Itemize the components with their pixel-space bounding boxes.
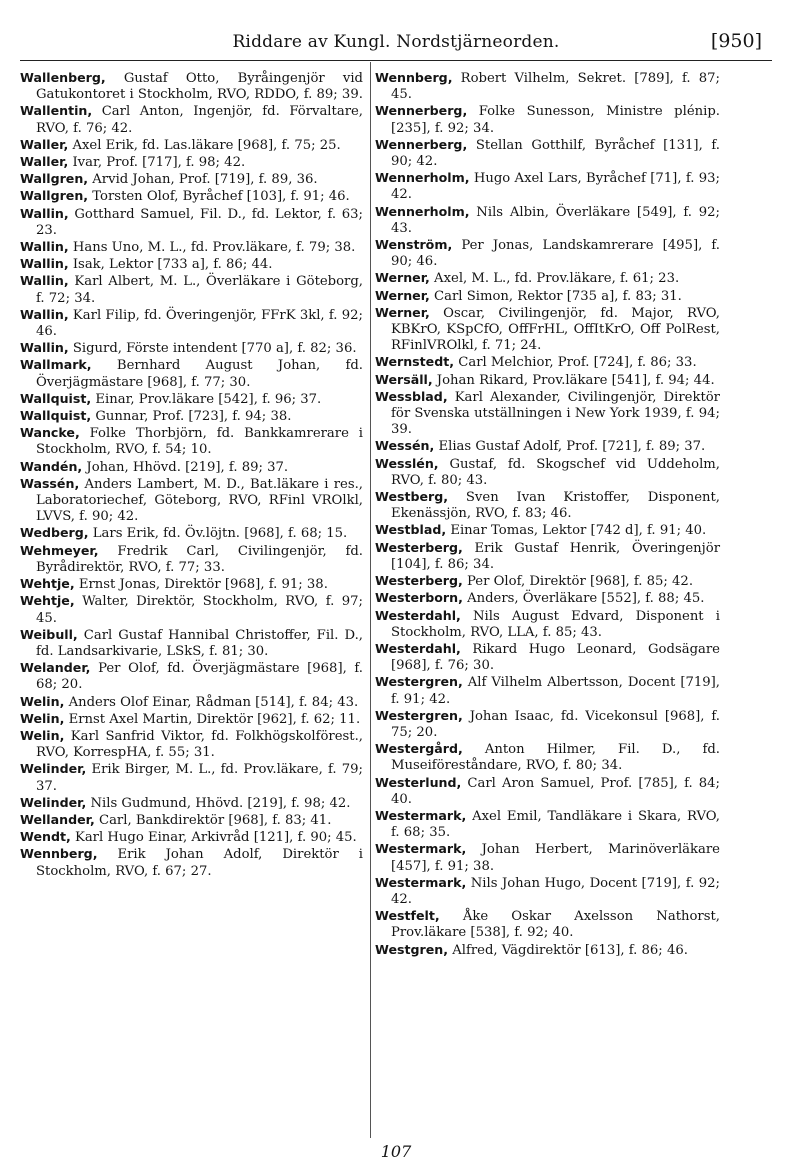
entry (375, 608, 720, 641)
entry (375, 573, 720, 590)
entry-name: Wallenberg, (20, 70, 106, 85)
entry-name: Waller, (20, 136, 69, 152)
page-reference: [950] (710, 30, 762, 52)
entry (20, 593, 363, 626)
entry-name: Wallin, (20, 205, 69, 221)
entry-details: Karl Alexander, Civilingenjör, Direktör för Svenska utställningen i New York 1939, f. 94; 39. (391, 389, 720, 438)
entry-name: Welinder, (20, 761, 87, 777)
running-title: Riddare av Kungl. Nordstjärneorden. (232, 32, 560, 52)
right-column (375, 70, 720, 959)
entry-details: Hugo Axel Lars, Byråchef [71], f. 93; 42. (391, 171, 720, 203)
entry (375, 489, 720, 522)
entry (20, 307, 363, 340)
entry (20, 137, 363, 154)
entry (375, 137, 720, 170)
entry-name: Westberg, (375, 489, 449, 505)
entry (375, 237, 720, 270)
entry-details: Sigurd, Förste intendent [770 a], f. 82; 36. (68, 341, 357, 357)
entry-name: Wehtje, (20, 593, 75, 609)
entry-details: Einar, Prov.läkare [542], f. 96; 37. (91, 391, 322, 407)
entry (20, 273, 363, 306)
entry (375, 522, 720, 539)
entry-details: Carl, Bankdirektör [968], f. 83; 41. (94, 812, 332, 828)
entry (20, 408, 363, 425)
entry-details: Erik Birger, M. L., fd. Prov.läkare, f. 79; 37. (36, 762, 363, 794)
entry-name: Westergård, (375, 741, 463, 757)
entry (20, 103, 363, 136)
entry-name: Werner, (375, 287, 430, 303)
entry-name: Wandén, (20, 458, 83, 474)
entry-name: Welinder, (20, 794, 87, 810)
entry-details: Åke Oskar Axelsson Nathorst, Prov.läkare [538], f. 92; 40. (391, 909, 720, 941)
entry-details: Anton Hilmer, Fil. D., fd. Museiföreståndare, RVO, f. 80; 34. (391, 742, 720, 774)
entry-details: Torsten Olof, Byråchef [103], f. 91; 46. (88, 189, 350, 205)
entry-details: Axel Emil, Tandläkare i Skara, RVO, f. 68; 35. (391, 808, 720, 841)
entry-details: Karl Albert, M. L., Överläkare i Göteborg, f. 72; 34. (36, 274, 363, 306)
entry (375, 389, 720, 439)
entry (20, 829, 363, 846)
entry-details: Karl Filip, fd. Överingenjör, FFrK 3kl, f. 92; 46. (36, 307, 363, 340)
entry (375, 540, 720, 573)
entry (375, 354, 720, 371)
entry-details: Nils Albin, Överläkare [549], f. 92; 43. (391, 204, 720, 236)
entry (20, 256, 363, 273)
entry-name: Westerberg, (375, 573, 463, 589)
entry-name: Westermark, (375, 841, 467, 857)
entry-details: Nils Gudmund, Hhövd. [219], f. 98; 42. (86, 795, 351, 811)
entry-name: Wallin, (20, 239, 69, 255)
entry-details: Per Jonas, Landskamrerare [495], f. 90; 46. (391, 238, 720, 270)
entry (375, 908, 720, 941)
entry-name: Wassén, (20, 475, 80, 491)
entry-name: Wernstedt, (375, 354, 455, 370)
entry (20, 425, 363, 458)
entry-name: Wennberg, (20, 846, 98, 862)
entry-name: Welander, (20, 660, 91, 676)
entry-name: Wennberg, (375, 70, 453, 85)
entry (20, 525, 363, 542)
entry-details: Karl Hugo Einar, Arkivråd [121], f. 90; 45. (70, 830, 357, 846)
entry-details: Per Olof, fd. Överjägmästare [968], f. 68; 20. (36, 661, 363, 693)
entry (20, 171, 363, 188)
entry (375, 103, 720, 136)
entry-details: Ernst Jonas, Direktör [968], f. 91; 38. (74, 577, 328, 593)
entry-name: Wancke, (20, 425, 80, 441)
left-column (20, 70, 363, 880)
entry-details: Per Olof, Direktör [968], f. 85; 42. (462, 574, 694, 590)
entry-name: Westerborn, (375, 590, 463, 606)
page-number: 107 (380, 1142, 412, 1161)
entry-details: Johan, Hhövd. [219], f. 89; 37. (82, 459, 289, 475)
entry-details: Bernhard August Johan, fd. Överjägmästare [968], f. 77; 30. (36, 358, 363, 390)
entry (375, 170, 720, 203)
column-divider (370, 62, 371, 1138)
entry-details: Alf Vilhelm Albertsson, Docent [719], f. 91; 42. (391, 675, 720, 707)
entry-details: Anders Olof Einar, Rådman [514], f. 84; 43. (64, 694, 359, 710)
entry-name: Wallgren, (20, 188, 89, 204)
header-rule (20, 60, 772, 61)
entry-name: Westermark, (375, 874, 467, 890)
entry (375, 875, 720, 908)
entry (375, 305, 720, 355)
entry (375, 674, 720, 707)
entry (375, 708, 720, 741)
entry (20, 459, 363, 476)
entry-name: Westgren, (375, 941, 449, 957)
entry-details: Oscar, Civilingenjör, fd. Major, RVO, KBKrO, KSpCfO, OffFrHL, OffItKrO, Off PolRest, RFinlVROlkl, f. 71; 24. (391, 305, 720, 354)
entry-details: Alfred, Vägdirektör [613], f. 86; 46. (448, 942, 688, 958)
entry (375, 288, 720, 305)
entry (375, 590, 720, 607)
entry (20, 340, 363, 357)
entry-name: Wallgren, (20, 171, 89, 187)
entry-name: Wehmeyer, (20, 542, 99, 558)
entry (375, 70, 720, 103)
entry (20, 154, 363, 171)
entry-name: Westermark, (375, 807, 467, 823)
entry (375, 270, 720, 287)
entry-name: Waller, (20, 154, 69, 170)
entry (20, 761, 363, 794)
entry-details: Fredrik Carl, Civilingenjör, fd. Byrådirektör, RVO, f. 77; 33. (36, 543, 363, 575)
entry-details: Sven Ivan Kristoffer, Disponent, Ekenässjön, RVO, f. 83; 46. (391, 490, 720, 522)
entry-name: Wesslén, (375, 455, 439, 471)
entry-name: Wersäll, (375, 371, 433, 387)
entry (20, 188, 363, 205)
page-header (20, 30, 772, 60)
entry-details: Axel, M. L., fd. Prov.läkare, f. 61; 23. (429, 271, 680, 287)
entry-details: Axel Erik, fd. Las.läkare [968], f. 75; 25. (68, 137, 341, 153)
entry-details: Isak, Lektor [733 a], f. 86; 44. (68, 257, 273, 273)
entry-name: Welin, (20, 727, 65, 743)
entry-details: Folke Thorbjörn, fd. Bankkamrerare i Stockholm, RVO, f. 54; 10. (36, 426, 363, 458)
entry (375, 775, 720, 808)
entry (375, 808, 720, 841)
entry-details: Carl Simon, Rektor [735 a], f. 83; 31. (429, 288, 682, 304)
entry (20, 694, 363, 711)
entry (20, 660, 363, 693)
entry-name: Wennerholm, (375, 170, 470, 186)
entry-details: Erik Gustaf Henrik, Överingenjör [104], f. 86; 34. (391, 540, 720, 572)
entry-name: Weibull, (20, 626, 78, 642)
entry (20, 627, 363, 660)
entry-details: Anders Lambert, M. D., Bat.läkare i res., Laboratoriechef, Göteborg, RVO, RFinl VROlkl, LVVS, f. 90; 42. (36, 476, 363, 525)
entry (375, 204, 720, 237)
entry-details: Carl Melchior, Prof. [724], f. 86; 33. (454, 355, 697, 371)
entry-details: Nils Johan Hugo, Docent [719], f. 92; 42. (391, 875, 720, 907)
entry-name: Werner, (375, 304, 430, 320)
entry-details: Johan Isaac, fd. Vicekonsul [968], f. 75; 20. (391, 708, 720, 740)
entry-name: Westblad, (375, 522, 447, 538)
entry-name: Wallmark, (20, 357, 92, 373)
entry-name: Welin, (20, 710, 65, 726)
entry-name: Wallin, (20, 273, 69, 289)
entry (20, 543, 363, 576)
entry-details: Karl Sanfrid Viktor, fd. Folkhögskolförest., RVO, KorrespHA, f. 55; 31. (36, 728, 363, 761)
entry-details: Nils August Edvard, Disponent i Stockholm, RVO, LLA, f. 85; 43. (391, 608, 720, 640)
entry-details: Gustaf, fd. Skogschef vid Uddeholm, RVO, f. 80; 43. (391, 456, 720, 488)
entry (20, 206, 363, 239)
entry (20, 728, 363, 761)
entry-details: Johan Herbert, Marinöverläkare [457], f. 91; 38. (391, 842, 720, 874)
entry (20, 795, 363, 812)
entry-name: Wallin, (20, 306, 69, 322)
entry-details: Hans Uno, M. L., fd. Prov.läkare, f. 79; 38. (68, 240, 356, 256)
entry-name: Westergren, (375, 674, 463, 690)
entry-name: Wenström, (375, 237, 453, 253)
entry-details: Rikard Hugo Leonard, Godsägare [968], f. 76; 30. (391, 641, 720, 674)
entry-name: Welin, (20, 693, 65, 709)
entry (20, 711, 363, 728)
entry-name: Wallin, (20, 256, 69, 272)
entry-details: Gotthard Samuel, Fil. D., fd. Lektor, f. 63; 23. (36, 206, 363, 238)
entry (20, 239, 363, 256)
entry-details: Ivar, Prof. [717], f. 98; 42. (68, 155, 246, 171)
entry-details: Johan Rikard, Prov.läkare [541], f. 94; 44. (432, 372, 715, 388)
entry-details: Einar Tomas, Lektor [742 d], f. 91; 40. (446, 523, 707, 539)
entry-name: Wennerberg, (375, 103, 468, 119)
entry-details: Carl Aron Samuel, Prof. [785], f. 84; 40. (391, 775, 720, 807)
entry-name: Wedberg, (20, 525, 89, 541)
entry (20, 476, 363, 526)
entry (20, 576, 363, 593)
entry (20, 357, 363, 390)
entry-details: Stellan Gotthilf, Byråchef [131], f. 90; 42. (391, 137, 720, 170)
entry-details: Robert Vilhelm, Sekret. [789], f. 87; 45. (391, 71, 720, 103)
entry (375, 942, 720, 959)
entry-name: Wennerberg, (375, 136, 468, 152)
entry-name: Westergren, (375, 707, 463, 723)
entry-details: Gustaf Otto, Byråingenjör vid Gatukontoret i Stockholm, RVO, RDDO, f. 89; 39. (36, 71, 363, 103)
entry (375, 456, 720, 489)
entry-details: Erik Johan Adolf, Direktör i Stockholm, RVO, f. 67; 27. (36, 847, 363, 879)
entry-name: Westerberg, (375, 539, 463, 555)
entry (375, 372, 720, 389)
entry-name: Wennerholm, (375, 203, 470, 219)
entry (375, 841, 720, 874)
entry-details: Gunnar, Prof. [723], f. 94; 38. (91, 409, 292, 425)
entry-name: Westerdahl, (375, 607, 461, 623)
entry (375, 438, 720, 455)
entry-name: Wallquist, (20, 408, 92, 424)
entry-name: Westerdahl, (375, 640, 461, 656)
entry-name: Wessén, (375, 438, 435, 454)
entry-name: Wallentin, (20, 103, 93, 119)
entry-details: Lars Erik, fd. Öv.löjtn. [968], f. 68; 15. (88, 526, 348, 542)
entry (20, 812, 363, 829)
entry-name: Werner, (375, 270, 430, 286)
entry (20, 846, 363, 879)
entry-details: Walter, Direktör, Stockholm, RVO, f. 97; 45. (36, 594, 363, 626)
entry-details: Folke Sunesson, Ministre plénip. [235], f. 92; 34. (391, 104, 720, 136)
entry-name: Westerlund, (375, 774, 462, 790)
entry-name: Wendt, (20, 829, 71, 845)
entry (375, 641, 720, 674)
entry-details: Ernst Axel Martin, Direktör [962], f. 62; 11. (64, 711, 361, 727)
entry-details: Arvid Johan, Prof. [719], f. 89, 36. (88, 172, 318, 188)
entry-name: Wellander, (20, 811, 95, 827)
entry-name: Westfelt, (375, 908, 440, 924)
entry-name: Wallquist, (20, 390, 92, 406)
entry (20, 70, 363, 103)
entry-details: Anders, Överläkare [552], f. 88; 45. (462, 591, 705, 607)
entry-name: Wehtje, (20, 576, 75, 592)
entry-details: Carl Gustaf Hannibal Christoffer, Fil. D., fd. Landsarkivarie, LSkS, f. 81; 30. (36, 627, 363, 659)
entry (20, 391, 363, 408)
entry (375, 741, 720, 774)
entry-name: Wallin, (20, 340, 69, 356)
entry-name: Wessblad, (375, 388, 448, 404)
entry-details: Elias Gustaf Adolf, Prof. [721], f. 89; 37. (434, 439, 706, 455)
entry-details: Carl Anton, Ingenjör, fd. Förvaltare, RVO, f. 76; 42. (36, 104, 363, 136)
